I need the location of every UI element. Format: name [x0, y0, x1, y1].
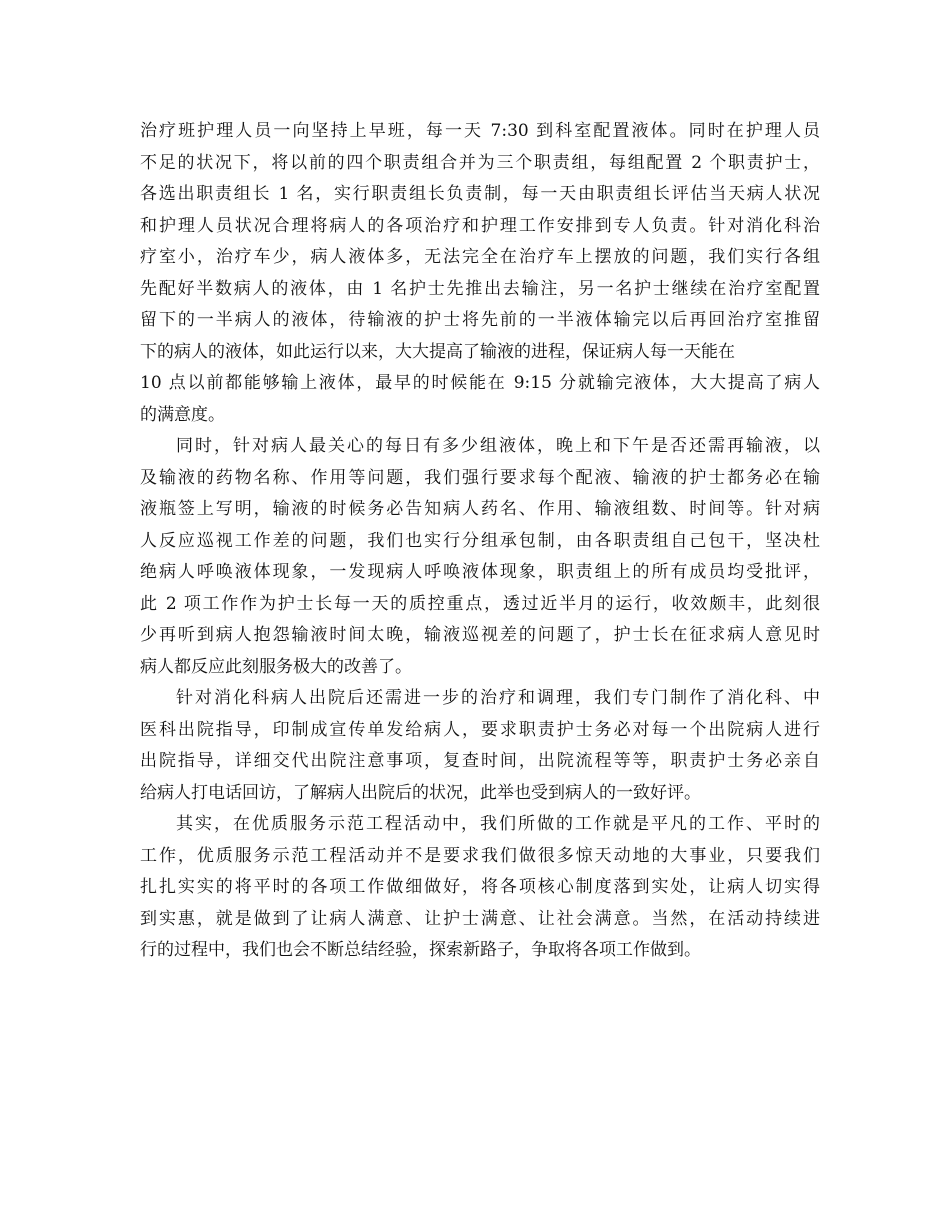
paragraph-2-line-7: 少再听到病人抱怨输液时间太晚，输液巡视差的问题了，护士长在征求病人意见时: [140, 625, 820, 645]
paragraph-1-line-6: 先配好半数病人的液体，由 1 名护士先推出去输注，另一名护士继续在治疗室配置: [140, 278, 820, 299]
paragraph-2-line-8: 病人都反应此刻服务极大的改善了。: [140, 656, 412, 677]
paragraph-2-line-5: 绝病人呼唤液体现象，一发现病人呼唤液体现象，职责组上的所有成员均受批评，: [140, 562, 820, 582]
paragraph-1-line-8: 下的病人的液体，如此运行以来，大大提高了输液的进程，保证病人每一天能在: [140, 341, 735, 362]
paragraph-3-line-4: 给病人打电话回访，了解病人出院后的状况，此举也受到病人的一致好评。: [140, 782, 701, 803]
paragraph-1-line-7: 留下的一半病人的液体，待输液的护士将先前的一半液体输完以后再回治疗室推留: [140, 310, 820, 330]
paragraph-4-line-3: 扎扎实实的将平时的各项工作做细做好，将各项核心制度落到实处，让病人切实得: [140, 877, 820, 897]
paragraph-1-line-1: 治疗班护理人员一向坚持上早班，每一天 7:30 到科室配置液体。同时在护理人员: [140, 121, 820, 141]
paragraph-3-line-3: 出院指导，详细交代出院注意事项，复查时间，出院流程等等，职责护士务必亲自: [140, 751, 820, 771]
paragraph-1-line-4: 和护理人员状况合理将病人的各项治疗和护理工作安排到专人负责。针对消化科治: [140, 215, 820, 236]
paragraph-2-line-1: 同时，针对病人最关心的每日有多少组液体，晚上和下午是否还需再输液，以: [176, 436, 820, 456]
paragraph-1-line-3: 各选出职责组长 1 名，实行职责组长负责制，每一天由职责组长评估当天病人状况: [140, 184, 820, 204]
paragraph-2-line-4: 人反应巡视工作差的问题，我们也实行分组承包制，由各职责组自己包干，坚决杜: [140, 530, 820, 551]
paragraph-4-line-5: 行的过程中，我们也会不断总结经验，探索新路子，争取将各项工作做到。: [140, 940, 701, 960]
paragraph-4-line-4: 到实惠，就是做到了让病人满意、让护士满意、让社会满意。当然，在活动持续进: [140, 908, 820, 929]
document-body: [140, 116, 820, 967]
paragraph-1-line-2: 不足的状况下，将以前的四个职责组合并为三个职责组，每组配置 2 个职责护士，: [140, 152, 820, 173]
paragraph-2-line-3: 液瓶签上写明，输液的时候务必告知病人药名、作用、输液组数、时间等。针对病: [140, 499, 820, 519]
paragraph-4-line-1: 其实，在优质服务示范工程活动中，我们所做的工作就是平凡的工作、平时的: [176, 814, 820, 834]
paragraph-1-line-9: 10 点以前都能够输上液体，最早的时候能在 9:15 分就输完液体，大大提高了病人: [140, 373, 820, 393]
paragraph-1-line-5: 疗室小，治疗车少，病人液体多，无法完全在治疗车上摆放的问题，我们实行各组: [140, 247, 820, 267]
paragraph-2-line-6: 此 2 项工作作为护士长每一天的质控重点，透过近半月的运行，收效颇丰，此刻很: [140, 593, 820, 614]
paragraph-4-line-2: 工作，优质服务示范工程活动并不是要求我们做很多惊天动地的大事业，只要我们: [140, 845, 820, 866]
paragraph-2-line-2: 及输液的药物名称、作用等问题，我们强行要求每个配液、输液的护士都务必在输: [140, 467, 820, 488]
paragraph-1-line-10: 的满意度。: [140, 404, 225, 425]
paragraph-3-line-1: 针对消化科病人出院后还需进一步的治疗和调理，我们专门制作了消化科、中: [176, 688, 820, 708]
paragraph-3-line-2: 医科出院指导，印制成宣传单发给病人，要求职责护士务必对每一个出院病人进行: [140, 719, 820, 740]
